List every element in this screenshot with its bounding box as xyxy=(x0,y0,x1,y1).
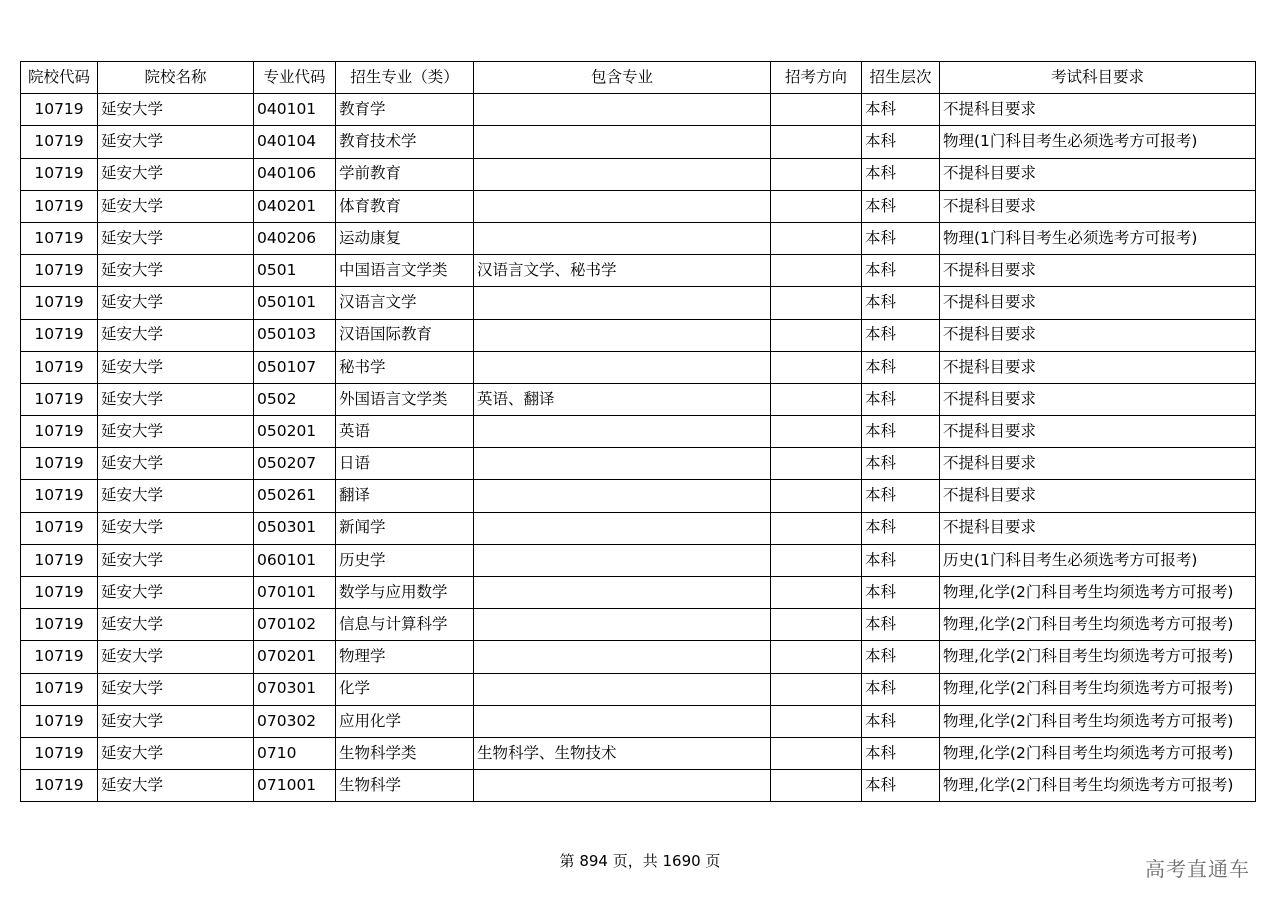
major-name-cell: 翻译 xyxy=(336,480,474,512)
school-name-cell: 延安大学 xyxy=(98,190,254,222)
subject-requirement-cell: 物理,化学(2门科目考生均须选考方可报考) xyxy=(940,641,1256,673)
included-majors-cell xyxy=(474,641,771,673)
school-code-cell: 10719 xyxy=(21,319,98,351)
direction-cell xyxy=(771,126,862,158)
major-code-cell: 040101 xyxy=(254,94,336,126)
school-code-cell: 10719 xyxy=(21,770,98,802)
major-name-cell: 数学与应用数学 xyxy=(336,577,474,609)
major-name-cell: 新闻学 xyxy=(336,512,474,544)
watermark-logo-text: 高考直通车 xyxy=(1145,857,1250,881)
direction-cell xyxy=(771,190,862,222)
school-code-cell: 10719 xyxy=(21,544,98,576)
subject-requirement-cell: 不提科目要求 xyxy=(940,351,1256,383)
table-row xyxy=(21,351,1256,383)
subject-requirement-cell: 不提科目要求 xyxy=(940,512,1256,544)
table-row xyxy=(21,705,1256,737)
direction-cell xyxy=(771,94,862,126)
direction-cell xyxy=(771,641,862,673)
school-code-cell: 10719 xyxy=(21,512,98,544)
table-row xyxy=(21,190,1256,222)
school-name-cell: 延安大学 xyxy=(98,770,254,802)
level-cell: 本科 xyxy=(862,609,940,641)
school-code-cell: 10719 xyxy=(21,416,98,448)
direction-cell xyxy=(771,609,862,641)
table-row xyxy=(21,641,1256,673)
school-name-cell: 延安大学 xyxy=(98,255,254,287)
school-name-cell: 延安大学 xyxy=(98,737,254,769)
table-row xyxy=(21,319,1256,351)
level-cell: 本科 xyxy=(862,673,940,705)
school-code-cell: 10719 xyxy=(21,222,98,254)
header-included-majors: 包含专业 xyxy=(474,62,771,94)
included-majors-cell xyxy=(474,705,771,737)
major-name-cell: 学前教育 xyxy=(336,158,474,190)
included-majors-cell xyxy=(474,512,771,544)
table-row xyxy=(21,737,1256,769)
included-majors-cell xyxy=(474,222,771,254)
major-code-cell: 040206 xyxy=(254,222,336,254)
header-subject-requirement: 考试科目要求 xyxy=(940,62,1256,94)
school-code-cell: 10719 xyxy=(21,287,98,319)
page-number-footer: 第 894 页，共 1690 页 xyxy=(559,852,721,870)
subject-requirement-cell: 物理,化学(2门科目考生均须选考方可报考) xyxy=(940,705,1256,737)
level-cell: 本科 xyxy=(862,770,940,802)
included-majors-cell xyxy=(474,577,771,609)
direction-cell xyxy=(771,577,862,609)
table-row xyxy=(21,255,1256,287)
major-code-cell: 060101 xyxy=(254,544,336,576)
level-cell: 本科 xyxy=(862,737,940,769)
header-direction: 招考方向 xyxy=(771,62,862,94)
subject-requirement-cell: 不提科目要求 xyxy=(940,190,1256,222)
subject-requirement-cell: 物理,化学(2门科目考生均须选考方可报考) xyxy=(940,609,1256,641)
school-code-cell: 10719 xyxy=(21,448,98,480)
major-name-cell: 汉语言文学 xyxy=(336,287,474,319)
included-majors-cell xyxy=(474,351,771,383)
school-name-cell: 延安大学 xyxy=(98,94,254,126)
major-name-cell: 应用化学 xyxy=(336,705,474,737)
major-code-cell: 070301 xyxy=(254,673,336,705)
school-name-cell: 延安大学 xyxy=(98,609,254,641)
subject-requirement-cell: 不提科目要求 xyxy=(940,319,1256,351)
table-row xyxy=(21,512,1256,544)
school-code-cell: 10719 xyxy=(21,705,98,737)
table-header-row xyxy=(21,62,1256,94)
subject-requirement-cell: 物理,化学(2门科目考生均须选考方可报考) xyxy=(940,673,1256,705)
major-code-cell: 0502 xyxy=(254,383,336,415)
table-row xyxy=(21,158,1256,190)
table-row xyxy=(21,94,1256,126)
subject-requirement-cell: 不提科目要求 xyxy=(940,448,1256,480)
school-code-cell: 10719 xyxy=(21,383,98,415)
table-row xyxy=(21,577,1256,609)
direction-cell xyxy=(771,673,862,705)
major-name-cell: 教育技术学 xyxy=(336,126,474,158)
major-code-cell: 0501 xyxy=(254,255,336,287)
school-name-cell: 延安大学 xyxy=(98,544,254,576)
major-name-cell: 中国语言文学类 xyxy=(336,255,474,287)
header-school-code: 院校代码 xyxy=(21,62,98,94)
subject-requirement-cell: 物理(1门科目考生必须选考方可报考) xyxy=(940,222,1256,254)
major-code-cell: 070302 xyxy=(254,705,336,737)
included-majors-cell xyxy=(474,480,771,512)
level-cell: 本科 xyxy=(862,448,940,480)
direction-cell xyxy=(771,383,862,415)
direction-cell xyxy=(771,287,862,319)
included-majors-cell xyxy=(474,673,771,705)
level-cell: 本科 xyxy=(862,383,940,415)
school-name-cell: 延安大学 xyxy=(98,383,254,415)
included-majors-cell xyxy=(474,416,771,448)
major-code-cell: 050207 xyxy=(254,448,336,480)
major-code-cell: 050261 xyxy=(254,480,336,512)
included-majors-cell xyxy=(474,544,771,576)
included-majors-cell xyxy=(474,126,771,158)
school-name-cell: 延安大学 xyxy=(98,705,254,737)
header-school-name: 院校名称 xyxy=(98,62,254,94)
level-cell: 本科 xyxy=(862,255,940,287)
school-code-cell: 10719 xyxy=(21,673,98,705)
major-name-cell: 生物科学 xyxy=(336,770,474,802)
direction-cell xyxy=(771,512,862,544)
included-majors-cell xyxy=(474,448,771,480)
school-code-cell: 10719 xyxy=(21,190,98,222)
included-majors-cell: 生物科学、生物技术 xyxy=(474,737,771,769)
school-code-cell: 10719 xyxy=(21,737,98,769)
subject-requirement-cell: 不提科目要求 xyxy=(940,416,1256,448)
major-name-cell: 汉语国际教育 xyxy=(336,319,474,351)
major-name-cell: 日语 xyxy=(336,448,474,480)
major-name-cell: 体育教育 xyxy=(336,190,474,222)
table-row xyxy=(21,609,1256,641)
direction-cell xyxy=(771,416,862,448)
direction-cell xyxy=(771,480,862,512)
included-majors-cell: 英语、翻译 xyxy=(474,383,771,415)
subject-requirement-cell: 不提科目要求 xyxy=(940,383,1256,415)
level-cell: 本科 xyxy=(862,94,940,126)
school-code-cell: 10719 xyxy=(21,126,98,158)
direction-cell xyxy=(771,770,862,802)
table-body xyxy=(21,94,1256,802)
header-major-code: 专业代码 xyxy=(254,62,336,94)
level-cell: 本科 xyxy=(862,222,940,254)
school-name-cell: 延安大学 xyxy=(98,416,254,448)
table-row xyxy=(21,673,1256,705)
table-row xyxy=(21,416,1256,448)
level-cell: 本科 xyxy=(862,480,940,512)
major-code-cell: 070101 xyxy=(254,577,336,609)
major-code-cell: 050107 xyxy=(254,351,336,383)
table-row xyxy=(21,770,1256,802)
subject-requirement-cell: 物理,化学(2门科目考生均须选考方可报考) xyxy=(940,770,1256,802)
major-code-cell: 050101 xyxy=(254,287,336,319)
table-row xyxy=(21,126,1256,158)
school-name-cell: 延安大学 xyxy=(98,673,254,705)
included-majors-cell: 汉语言文学、秘书学 xyxy=(474,255,771,287)
included-majors-cell xyxy=(474,190,771,222)
major-name-cell: 外国语言文学类 xyxy=(336,383,474,415)
school-code-cell: 10719 xyxy=(21,577,98,609)
school-name-cell: 延安大学 xyxy=(98,158,254,190)
included-majors-cell xyxy=(474,770,771,802)
major-code-cell: 040104 xyxy=(254,126,336,158)
direction-cell xyxy=(771,705,862,737)
included-majors-cell xyxy=(474,94,771,126)
school-name-cell: 延安大学 xyxy=(98,577,254,609)
major-name-cell: 物理学 xyxy=(336,641,474,673)
level-cell: 本科 xyxy=(862,705,940,737)
school-code-cell: 10719 xyxy=(21,158,98,190)
direction-cell xyxy=(771,351,862,383)
school-name-cell: 延安大学 xyxy=(98,480,254,512)
included-majors-cell xyxy=(474,287,771,319)
subject-requirement-cell: 物理,化学(2门科目考生均须选考方可报考) xyxy=(940,737,1256,769)
level-cell: 本科 xyxy=(862,319,940,351)
major-code-cell: 050103 xyxy=(254,319,336,351)
admission-table-container xyxy=(20,61,1255,802)
major-code-cell: 040106 xyxy=(254,158,336,190)
admission-table xyxy=(20,61,1256,802)
school-name-cell: 延安大学 xyxy=(98,641,254,673)
level-cell: 本科 xyxy=(862,416,940,448)
level-cell: 本科 xyxy=(862,126,940,158)
major-code-cell: 040201 xyxy=(254,190,336,222)
major-name-cell: 化学 xyxy=(336,673,474,705)
table-row xyxy=(21,222,1256,254)
major-code-cell: 071001 xyxy=(254,770,336,802)
subject-requirement-cell: 不提科目要求 xyxy=(940,287,1256,319)
major-name-cell: 英语 xyxy=(336,416,474,448)
major-name-cell: 运动康复 xyxy=(336,222,474,254)
subject-requirement-cell: 物理(1门科目考生必须选考方可报考) xyxy=(940,126,1256,158)
table-row xyxy=(21,383,1256,415)
table-row xyxy=(21,480,1256,512)
school-name-cell: 延安大学 xyxy=(98,222,254,254)
school-name-cell: 延安大学 xyxy=(98,448,254,480)
school-code-cell: 10719 xyxy=(21,351,98,383)
header-major-category: 招生专业（类） xyxy=(336,62,474,94)
school-code-cell: 10719 xyxy=(21,641,98,673)
included-majors-cell xyxy=(474,158,771,190)
school-code-cell: 10719 xyxy=(21,480,98,512)
direction-cell xyxy=(771,158,862,190)
direction-cell xyxy=(771,255,862,287)
subject-requirement-cell: 不提科目要求 xyxy=(940,255,1256,287)
table-row xyxy=(21,287,1256,319)
level-cell: 本科 xyxy=(862,512,940,544)
major-name-cell: 教育学 xyxy=(336,94,474,126)
level-cell: 本科 xyxy=(862,190,940,222)
table-row xyxy=(21,544,1256,576)
school-code-cell: 10719 xyxy=(21,94,98,126)
major-code-cell: 050301 xyxy=(254,512,336,544)
major-code-cell: 070201 xyxy=(254,641,336,673)
school-code-cell: 10719 xyxy=(21,609,98,641)
level-cell: 本科 xyxy=(862,158,940,190)
level-cell: 本科 xyxy=(862,641,940,673)
direction-cell xyxy=(771,544,862,576)
subject-requirement-cell: 历史(1门科目考生必须选考方可报考) xyxy=(940,544,1256,576)
included-majors-cell xyxy=(474,319,771,351)
level-cell: 本科 xyxy=(862,351,940,383)
school-name-cell: 延安大学 xyxy=(98,287,254,319)
direction-cell xyxy=(771,319,862,351)
major-name-cell: 信息与计算科学 xyxy=(336,609,474,641)
school-code-cell: 10719 xyxy=(21,255,98,287)
major-name-cell: 秘书学 xyxy=(336,351,474,383)
school-name-cell: 延安大学 xyxy=(98,512,254,544)
major-code-cell: 050201 xyxy=(254,416,336,448)
school-name-cell: 延安大学 xyxy=(98,319,254,351)
major-name-cell: 历史学 xyxy=(336,544,474,576)
level-cell: 本科 xyxy=(862,577,940,609)
level-cell: 本科 xyxy=(862,287,940,319)
school-name-cell: 延安大学 xyxy=(98,126,254,158)
direction-cell xyxy=(771,448,862,480)
table-row xyxy=(21,448,1256,480)
direction-cell xyxy=(771,737,862,769)
subject-requirement-cell: 不提科目要求 xyxy=(940,480,1256,512)
direction-cell xyxy=(771,222,862,254)
major-code-cell: 070102 xyxy=(254,609,336,641)
subject-requirement-cell: 不提科目要求 xyxy=(940,94,1256,126)
subject-requirement-cell: 不提科目要求 xyxy=(940,158,1256,190)
included-majors-cell xyxy=(474,609,771,641)
level-cell: 本科 xyxy=(862,544,940,576)
subject-requirement-cell: 物理,化学(2门科目考生均须选考方可报考) xyxy=(940,577,1256,609)
major-name-cell: 生物科学类 xyxy=(336,737,474,769)
header-level: 招生层次 xyxy=(862,62,940,94)
major-code-cell: 0710 xyxy=(254,737,336,769)
school-name-cell: 延安大学 xyxy=(98,351,254,383)
